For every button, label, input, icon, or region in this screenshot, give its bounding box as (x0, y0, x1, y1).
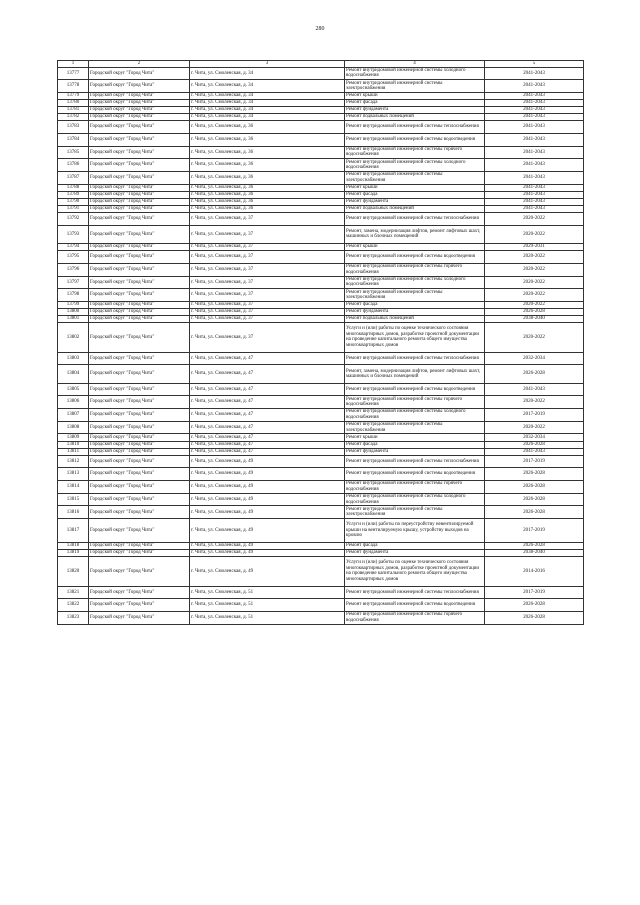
cell-address: г. Чита, ул. Смоленская, д. 34 (190, 92, 345, 99)
cell-work-type: Ремонт внутридомовой инженерной системы горячего водоснабжения (345, 612, 485, 625)
cell-district: Городской округ "Город Чита" (89, 172, 190, 185)
cell-work-type: Ремонт внутридомовой инженерной системы теплоснабжения (345, 213, 485, 226)
repair-schedule-table (57, 60, 584, 625)
cell-number: 13787 (58, 172, 89, 185)
cell-work-type: Ремонт внутридомовой инженерной системы холодного водоснабжения (345, 159, 485, 172)
cell-address: г. Чита, ул. Смоленская, д. 49 (190, 468, 345, 481)
header-col-5: 5 (485, 61, 584, 68)
cell-district: Городской округ "Город Чита" (89, 434, 190, 441)
table-row (58, 365, 584, 383)
cell-number: 13795 (58, 251, 89, 264)
cell-district: Городской округ "Город Чита" (89, 323, 190, 353)
table-row (58, 289, 584, 302)
cell-number: 13804 (58, 365, 89, 383)
cell-district: Городской округ "Город Чита" (89, 159, 190, 172)
cell-period: 2026-2028 (485, 365, 584, 383)
cell-address: г. Чита, ул. Смоленская, д. 47 (190, 383, 345, 396)
cell-period: 2041-2043 (485, 67, 584, 80)
cell-address: г. Чита, ул. Смоленская, д. 34 (190, 80, 345, 93)
cell-address: г. Чита, ул. Смоленская, д. 36 (190, 184, 345, 191)
table-row (58, 263, 584, 276)
header-col-3: 3 (190, 61, 345, 68)
table-row (58, 434, 584, 441)
table-row (58, 308, 584, 315)
cell-address: г. Чита, ул. Смоленская, д. 34 (190, 99, 345, 106)
cell-address: г. Чита, ул. Смоленская, д. 49 (190, 506, 345, 519)
cell-period: 2041-2043 (485, 184, 584, 191)
cell-number: 13778 (58, 80, 89, 93)
cell-address: г. Чита, ул. Смоленская, д. 37 (190, 225, 345, 243)
table-row (58, 612, 584, 625)
cell-period: 2026-2028 (485, 599, 584, 612)
cell-district: Городской округ "Город Чита" (89, 308, 190, 315)
cell-number: 13794 (58, 244, 89, 251)
cell-district: Городской округ "Город Чита" (89, 301, 190, 308)
cell-address: г. Чита, ул. Смоленская, д. 47 (190, 365, 345, 383)
cell-number: 13802 (58, 323, 89, 353)
cell-period: 2041-2043 (485, 99, 584, 106)
cell-work-type: Ремонт внутридомовой инженерной системы холодного водоснабжения (345, 67, 485, 80)
table-row (58, 198, 584, 205)
cell-number: 13791 (58, 205, 89, 212)
table-row (58, 468, 584, 481)
table-row (58, 409, 584, 422)
cell-address: г. Чита, ул. Смоленская, д. 37 (190, 323, 345, 353)
cell-work-type: Ремонт внутридомовой инженерной системы электроснабжения (345, 172, 485, 185)
cell-district: Городской округ "Город Чита" (89, 543, 190, 550)
cell-number: 13814 (58, 481, 89, 494)
cell-period: 2020-2022 (485, 251, 584, 264)
table-row (58, 67, 584, 80)
cell-address: г. Чита, ул. Смоленская, д. 49 (190, 455, 345, 468)
cell-district: Городской округ "Город Чита" (89, 121, 190, 134)
cell-district: Городской округ "Город Чита" (89, 276, 190, 289)
cell-number: 13812 (58, 455, 89, 468)
cell-period: 2017-2019 (485, 586, 584, 599)
table-row (58, 184, 584, 191)
cell-district: Городской округ "Город Чита" (89, 586, 190, 599)
cell-number: 13786 (58, 159, 89, 172)
cell-period: 2017-2019 (485, 409, 584, 422)
cell-work-type: Услуги и (или) работы по оценке технического состояния многоквартирных домов, разработке проектной документации на проведение капитального ремонта общего имущества многоквартирных домов (345, 557, 485, 587)
cell-period: 2041-2043 (485, 146, 584, 159)
table-row (58, 441, 584, 448)
cell-district: Городской округ "Город Чита" (89, 599, 190, 612)
cell-district: Городской округ "Город Чита" (89, 289, 190, 302)
cell-period: 2020-2022 (485, 225, 584, 243)
cell-period: 2041-2043 (485, 114, 584, 121)
cell-period: 2041-2043 (485, 121, 584, 134)
cell-work-type: Ремонт фундамента (345, 198, 485, 205)
table-row (58, 383, 584, 396)
cell-district: Городской округ "Город Чита" (89, 396, 190, 409)
cell-work-type: Ремонт подвальных помещений (345, 316, 485, 323)
cell-period: 2017-2019 (485, 455, 584, 468)
cell-period: 2041-2043 (485, 383, 584, 396)
cell-district: Городской округ "Город Чита" (89, 409, 190, 422)
cell-number: 13816 (58, 506, 89, 519)
cell-number: 13819 (58, 550, 89, 557)
cell-number: 13809 (58, 434, 89, 441)
cell-number: 13784 (58, 133, 89, 146)
cell-period: 2020-2022 (485, 289, 584, 302)
cell-work-type: Ремонт крыши (345, 434, 485, 441)
table-row (58, 205, 584, 212)
table-row (58, 493, 584, 506)
cell-district: Городской округ "Город Чита" (89, 244, 190, 251)
table-row (58, 121, 584, 134)
cell-period: 2026-2028 (485, 543, 584, 550)
cell-number: 13823 (58, 612, 89, 625)
cell-work-type: Ремонт фасада (345, 441, 485, 448)
cell-district: Городской округ "Город Чита" (89, 205, 190, 212)
table-row (58, 191, 584, 198)
cell-address: г. Чита, ул. Смоленская, д. 37 (190, 308, 345, 315)
cell-district: Городской округ "Город Чита" (89, 67, 190, 80)
cell-work-type: Ремонт фасада (345, 543, 485, 550)
cell-period: 2026-2028 (485, 506, 584, 519)
cell-work-type: Ремонт внутридомовой инженерной системы теплоснабжения (345, 121, 485, 134)
cell-work-type: Ремонт внутридомовой инженерной системы теплоснабжения (345, 586, 485, 599)
cell-period: 2032-2034 (485, 434, 584, 441)
cell-district: Городской округ "Город Чита" (89, 263, 190, 276)
cell-district: Городской округ "Город Чита" (89, 468, 190, 481)
cell-work-type: Ремонт внутридомовой инженерной системы теплоснабжения (345, 455, 485, 468)
cell-work-type: Ремонт внутридомовой инженерной системы горячего водоснабжения (345, 146, 485, 159)
cell-district: Городской округ "Город Чита" (89, 146, 190, 159)
cell-work-type: Услуги и (или) работы по переустройству невентилируемой крыши на вентилируемую крышу, устройству выходов на кровлю (345, 519, 485, 543)
table-row (58, 301, 584, 308)
cell-period: 2017-2019 (485, 519, 584, 543)
table-row (58, 586, 584, 599)
cell-address: г. Чита, ул. Смоленская, д. 36 (190, 205, 345, 212)
table-row (58, 80, 584, 93)
cell-period: 2020-2022 (485, 213, 584, 226)
cell-address: г. Чита, ул. Смоленская, д. 36 (190, 172, 345, 185)
cell-number: 13822 (58, 599, 89, 612)
table-row (58, 114, 584, 121)
cell-period: 2029-2031 (485, 244, 584, 251)
cell-number: 13800 (58, 308, 89, 315)
cell-work-type: Ремонт внутридомовой инженерной системы водоотведения (345, 251, 485, 264)
cell-district: Городской округ "Город Чита" (89, 352, 190, 365)
cell-period: 2026-2028 (485, 481, 584, 494)
cell-work-type: Ремонт внутридомовой инженерной системы водоотведения (345, 383, 485, 396)
cell-number: 13799 (58, 301, 89, 308)
cell-address: г. Чита, ул. Смоленская, д. 36 (190, 198, 345, 205)
cell-number: 13818 (58, 543, 89, 550)
cell-district: Городской округ "Город Чита" (89, 99, 190, 106)
cell-number: 13813 (58, 468, 89, 481)
cell-work-type: Ремонт крыши (345, 184, 485, 191)
cell-address: г. Чита, ул. Смоленская, д. 34 (190, 107, 345, 114)
cell-number: 13801 (58, 316, 89, 323)
cell-work-type: Ремонт внутридомовой инженерной системы теплоснабжения (345, 352, 485, 365)
cell-number: 13820 (58, 557, 89, 587)
cell-number: 13817 (58, 519, 89, 543)
cell-work-type: Ремонт внутридомовой инженерной системы горячего водоснабжения (345, 396, 485, 409)
cell-district: Городской округ "Город Чита" (89, 519, 190, 543)
cell-district: Городской округ "Город Чита" (89, 493, 190, 506)
cell-work-type: Ремонт внутридомовой инженерной системы холодного водоснабжения (345, 409, 485, 422)
header-col-2: 2 (89, 61, 190, 68)
cell-number: 13777 (58, 67, 89, 80)
cell-district: Городской округ "Город Чита" (89, 114, 190, 121)
cell-number: 13790 (58, 198, 89, 205)
cell-number: 13815 (58, 493, 89, 506)
table-row (58, 481, 584, 494)
cell-district: Городской округ "Город Чита" (89, 316, 190, 323)
cell-work-type: Ремонт крыши (345, 244, 485, 251)
cell-work-type: Ремонт фундамента (345, 550, 485, 557)
cell-number: 13810 (58, 441, 89, 448)
cell-work-type: Ремонт внутридомовой инженерной системы электроснабжения (345, 80, 485, 93)
cell-work-type: Ремонт подвальных помещений (345, 205, 485, 212)
cell-number: 13797 (58, 276, 89, 289)
table-row (58, 550, 584, 557)
table-row (58, 448, 584, 455)
cell-number: 13805 (58, 383, 89, 396)
cell-number: 13796 (58, 263, 89, 276)
cell-period: 2041-2043 (485, 107, 584, 114)
table-row (58, 213, 584, 226)
table-row (58, 133, 584, 146)
cell-district: Городской округ "Город Чита" (89, 557, 190, 587)
cell-number: 13808 (58, 421, 89, 434)
table-row (58, 599, 584, 612)
table-row (58, 519, 584, 543)
cell-period: 2041-2043 (485, 133, 584, 146)
cell-period: 2041-2043 (485, 191, 584, 198)
cell-address: г. Чита, ул. Смоленская, д. 51 (190, 612, 345, 625)
cell-work-type: Ремонт внутридомовой инженерной системы электроснабжения (345, 289, 485, 302)
cell-work-type: Ремонт подвальных помещений (345, 114, 485, 121)
cell-address: г. Чита, ул. Смоленская, д. 34 (190, 67, 345, 80)
cell-work-type: Ремонт фасада (345, 301, 485, 308)
table-row (58, 543, 584, 550)
cell-period: 2038-2040 (485, 316, 584, 323)
cell-district: Городской округ "Город Чита" (89, 107, 190, 114)
table-body (58, 67, 584, 624)
cell-period: 2026-2028 (485, 493, 584, 506)
cell-period: 2020-2022 (485, 301, 584, 308)
cell-district: Городской округ "Город Чита" (89, 481, 190, 494)
cell-district: Городской округ "Город Чита" (89, 92, 190, 99)
cell-district: Городской округ "Город Чита" (89, 213, 190, 226)
cell-period: 2026-2028 (485, 468, 584, 481)
cell-address: г. Чита, ул. Смоленская, д. 37 (190, 289, 345, 302)
cell-address: г. Чита, ул. Смоленская, д. 37 (190, 301, 345, 308)
cell-district: Городской округ "Город Чита" (89, 225, 190, 243)
cell-district: Городской округ "Город Чита" (89, 455, 190, 468)
cell-number: 13798 (58, 289, 89, 302)
cell-period: 2026-2028 (485, 308, 584, 315)
cell-district: Городской округ "Город Чита" (89, 133, 190, 146)
cell-period: 2026-2028 (485, 441, 584, 448)
cell-address: г. Чита, ул. Смоленская, д. 47 (190, 409, 345, 422)
cell-address: г. Чита, ул. Смоленская, д. 37 (190, 276, 345, 289)
cell-work-type: Ремонт внутридомовой инженерной системы электроснабжения (345, 506, 485, 519)
table-row (58, 455, 584, 468)
table-row (58, 276, 584, 289)
cell-period: 2020-2022 (485, 396, 584, 409)
table-row (58, 225, 584, 243)
cell-district: Городской округ "Город Чита" (89, 506, 190, 519)
cell-address: г. Чита, ул. Смоленская, д. 34 (190, 114, 345, 121)
cell-district: Городской округ "Город Чита" (89, 550, 190, 557)
table-row (58, 352, 584, 365)
cell-number: 13782 (58, 114, 89, 121)
cell-district: Городской округ "Город Чита" (89, 421, 190, 434)
table-row (58, 159, 584, 172)
table-row (58, 251, 584, 264)
cell-district: Городской округ "Город Чита" (89, 184, 190, 191)
cell-address: г. Чита, ул. Смоленская, д. 47 (190, 421, 345, 434)
header-col-4: 4 (345, 61, 485, 68)
cell-number: 13803 (58, 352, 89, 365)
cell-address: г. Чита, ул. Смоленская, д. 49 (190, 543, 345, 550)
cell-address: г. Чита, ул. Смоленская, д. 37 (190, 316, 345, 323)
cell-work-type: Ремонт внутридомовой инженерной системы водоотведения (345, 599, 485, 612)
table-row (58, 557, 584, 587)
header-col-1: 1 (58, 61, 89, 68)
cell-number: 13785 (58, 146, 89, 159)
cell-period: 2041-2043 (485, 205, 584, 212)
cell-district: Городской округ "Город Чита" (89, 441, 190, 448)
cell-address: г. Чита, ул. Смоленская, д. 49 (190, 550, 345, 557)
cell-period: 2038-2040 (485, 550, 584, 557)
table-row (58, 99, 584, 106)
cell-address: г. Чита, ул. Смоленская, д. 37 (190, 213, 345, 226)
cell-address: г. Чита, ул. Смоленская, д. 36 (190, 146, 345, 159)
cell-number: 13780 (58, 99, 89, 106)
cell-work-type: Ремонт внутридомовой инженерной системы холодного водоснабжения (345, 493, 485, 506)
cell-number: 13792 (58, 213, 89, 226)
cell-district: Городской округ "Город Чита" (89, 198, 190, 205)
cell-address: г. Чита, ул. Смоленская, д. 51 (190, 599, 345, 612)
table-row (58, 396, 584, 409)
cell-address: г. Чита, ул. Смоленская, д. 49 (190, 493, 345, 506)
cell-number: 13781 (58, 107, 89, 114)
cell-number: 13811 (58, 448, 89, 455)
table-row (58, 244, 584, 251)
cell-address: г. Чита, ул. Смоленская, д. 47 (190, 441, 345, 448)
cell-work-type: Ремонт внутридомовой инженерной системы горячего водоснабжения (345, 481, 485, 494)
cell-period: 2041-2043 (485, 172, 584, 185)
cell-number: 13807 (58, 409, 89, 422)
cell-district: Городской округ "Город Чита" (89, 365, 190, 383)
cell-work-type: Ремонт внутридомовой инженерной системы электроснабжения (345, 421, 485, 434)
cell-work-type: Ремонт фасада (345, 99, 485, 106)
cell-period: 2032-2034 (485, 352, 584, 365)
cell-address: г. Чита, ул. Смоленская, д. 36 (190, 133, 345, 146)
cell-district: Городской округ "Город Чита" (89, 251, 190, 264)
cell-work-type: Ремонт фундамента (345, 448, 485, 455)
table-row (58, 506, 584, 519)
table-row (58, 92, 584, 99)
cell-work-type: Ремонт крыши (345, 92, 485, 99)
cell-address: г. Чита, ул. Смоленская, д. 36 (190, 121, 345, 134)
cell-work-type: Ремонт внутридомовой инженерной системы водоотведения (345, 468, 485, 481)
table-row (58, 146, 584, 159)
cell-period: 2041-2043 (485, 159, 584, 172)
cell-address: г. Чита, ул. Смоленская, д. 37 (190, 251, 345, 264)
cell-district: Городской округ "Город Чита" (89, 448, 190, 455)
cell-work-type: Ремонт фундамента (345, 107, 485, 114)
cell-period: 2020-2022 (485, 276, 584, 289)
table-row (58, 107, 584, 114)
cell-address: г. Чита, ул. Смоленская, д. 49 (190, 557, 345, 587)
cell-address: г. Чита, ул. Смоленская, д. 37 (190, 244, 345, 251)
cell-number: 13789 (58, 191, 89, 198)
cell-number: 13779 (58, 92, 89, 99)
cell-work-type: Ремонт, замена, модернизация лифтов, ремонт лифтовых шахт, машинных и блочных помещений (345, 225, 485, 243)
cell-address: г. Чита, ул. Смоленская, д. 36 (190, 191, 345, 198)
cell-address: г. Чита, ул. Смоленская, д. 51 (190, 586, 345, 599)
cell-work-type: Ремонт внутридомовой инженерной системы холодного водоснабжения (345, 276, 485, 289)
cell-address: г. Чита, ул. Смоленская, д. 47 (190, 352, 345, 365)
cell-work-type: Ремонт фундамента (345, 308, 485, 315)
table-row (58, 421, 584, 434)
cell-work-type: Ремонт внутридомовой инженерной системы горячего водоснабжения (345, 263, 485, 276)
cell-period: 2026-2028 (485, 612, 584, 625)
cell-number: 13806 (58, 396, 89, 409)
cell-work-type: Ремонт внутридомовой инженерной системы водоотведения (345, 133, 485, 146)
cell-address: г. Чита, ул. Смоленская, д. 36 (190, 159, 345, 172)
cell-number: 13788 (58, 184, 89, 191)
cell-address: г. Чита, ул. Смоленская, д. 47 (190, 448, 345, 455)
table-row (58, 172, 584, 185)
cell-address: г. Чита, ул. Смоленская, д. 49 (190, 519, 345, 543)
cell-period: 2014-2016 (485, 557, 584, 587)
page-number: 280 (315, 26, 325, 32)
cell-district: Городской округ "Город Чита" (89, 383, 190, 396)
cell-period: 2041-2043 (485, 448, 584, 455)
cell-work-type: Ремонт, замена, модернизация лифтов, ремонт лифтовых шахт, машинных и блочных помещений (345, 365, 485, 383)
cell-period: 2041-2043 (485, 198, 584, 205)
cell-address: г. Чита, ул. Смоленская, д. 47 (190, 434, 345, 441)
cell-address: г. Чита, ул. Смоленская, д. 49 (190, 481, 345, 494)
cell-number: 13793 (58, 225, 89, 243)
cell-district: Городской округ "Город Чита" (89, 191, 190, 198)
table-row (58, 323, 584, 353)
cell-period: 2020-2022 (485, 421, 584, 434)
cell-work-type: Ремонт фасада (345, 191, 485, 198)
cell-period: 2041-2043 (485, 80, 584, 93)
cell-number: 13821 (58, 586, 89, 599)
cell-period: 2020-2022 (485, 323, 584, 353)
cell-period: 2020-2022 (485, 263, 584, 276)
cell-work-type: Услуги и (или) работы по оценке технического состояния многоквартирных домов, разработке проектной документации на проведение капитального ремонта общего имущества многоквартирных домов (345, 323, 485, 353)
cell-district: Городской округ "Город Чита" (89, 612, 190, 625)
cell-number: 13783 (58, 121, 89, 134)
cell-period: 2041-2043 (485, 92, 584, 99)
cell-address: г. Чита, ул. Смоленская, д. 37 (190, 263, 345, 276)
cell-district: Городской округ "Город Чита" (89, 80, 190, 93)
table-row (58, 316, 584, 323)
cell-address: г. Чита, ул. Смоленская, д. 47 (190, 396, 345, 409)
